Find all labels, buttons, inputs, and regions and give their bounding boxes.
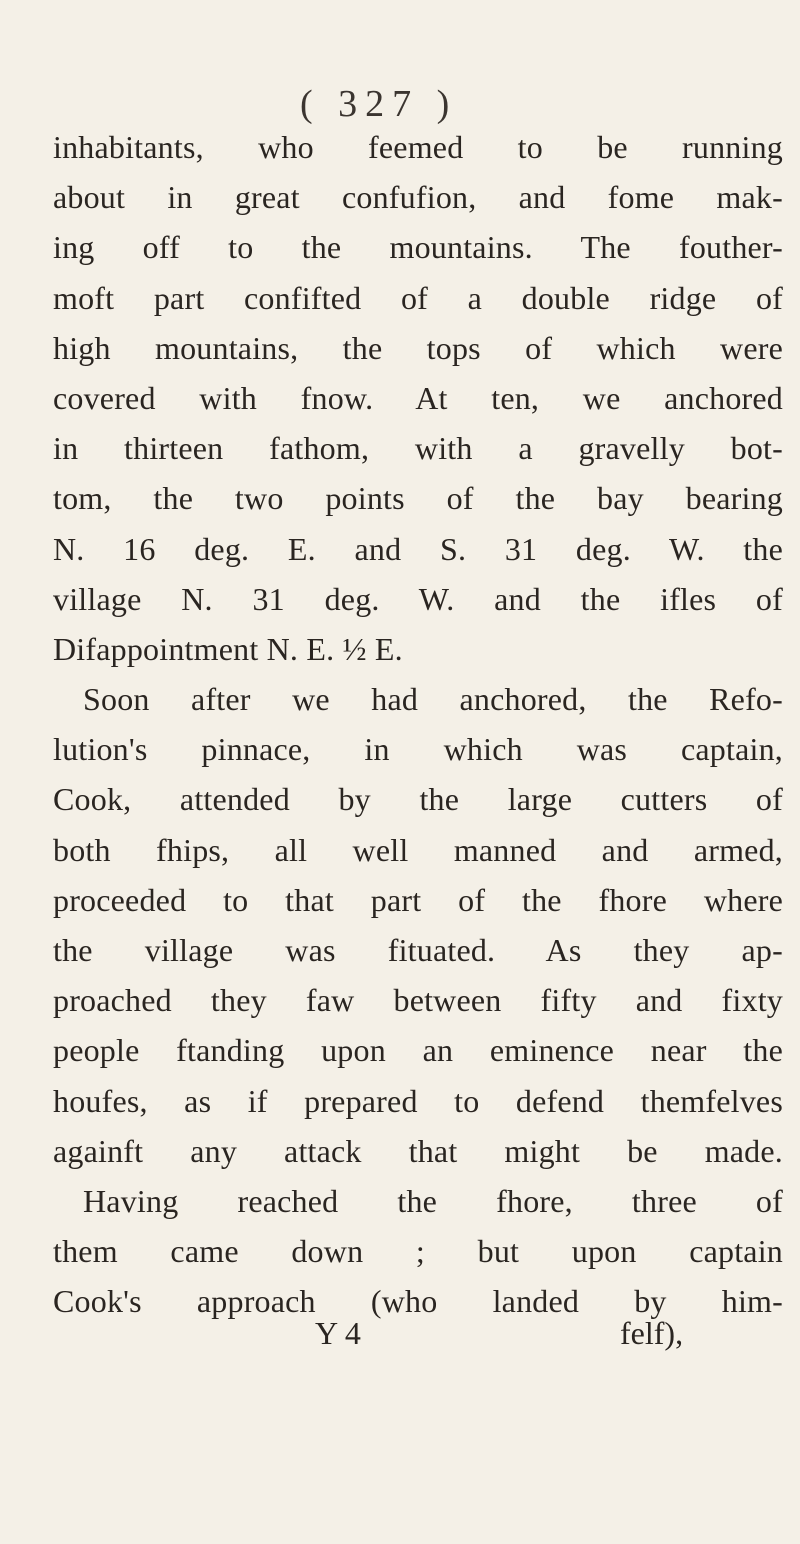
text-line: Difappointment N. E. ½ E.	[53, 630, 403, 667]
text-line: houfes, as if prepared to defend themfelves	[53, 1082, 783, 1119]
page-number: ( 327 )	[300, 83, 458, 125]
text-line: proceeded to that part of the fhore where	[53, 881, 783, 918]
text-line: Having reached the fhore, three of	[83, 1182, 783, 1219]
text-line: inhabitants, who feemed to be running	[53, 129, 783, 165]
catchword: felf),	[620, 1315, 684, 1351]
text-line: high mountains, the tops of which were	[53, 329, 783, 366]
text-line: Cook, attended by the large cutters of	[53, 781, 783, 818]
text-line: N. 16 deg. E. and S. 31 deg. W. the	[53, 530, 783, 567]
text-line: the village was fituated. As they ap-	[53, 932, 783, 968]
text-line: them came down ; but upon captain	[53, 1233, 783, 1270]
text-line: village N. 31 deg. W. and the ifles of	[53, 580, 783, 617]
text-line: Cook's approach (who landed by him-	[53, 1283, 783, 1320]
text-line: tom, the two points of the bay bearing	[53, 480, 783, 517]
text-line: about in great confufion, and fome mak-	[53, 179, 783, 216]
text-line: againft any attack that might be made.	[53, 1132, 783, 1169]
text-line: ing off to the mountains. The fouther-	[53, 229, 783, 266]
text-line: people ftanding upon an eminence near the	[53, 1032, 783, 1069]
text-line: lution's pinnace, in which was captain,	[53, 731, 783, 768]
text-line: Soon after we had anchored, the Refo-	[83, 681, 783, 718]
text-line: both fhips, all well manned and armed,	[53, 831, 783, 868]
body-text	[53, 122, 783, 1327]
page-footer	[0, 1315, 800, 1365]
text-line: proached they faw between fifty and fixty	[53, 982, 783, 1019]
text-line: covered with fnow. At ten, we anchored	[53, 379, 783, 416]
signature-mark: Y 4	[315, 1315, 361, 1351]
text-line: moft part confifted of a double ridge of	[53, 279, 783, 316]
text-line: in thirteen fathom, with a gravelly bot-	[53, 430, 783, 467]
